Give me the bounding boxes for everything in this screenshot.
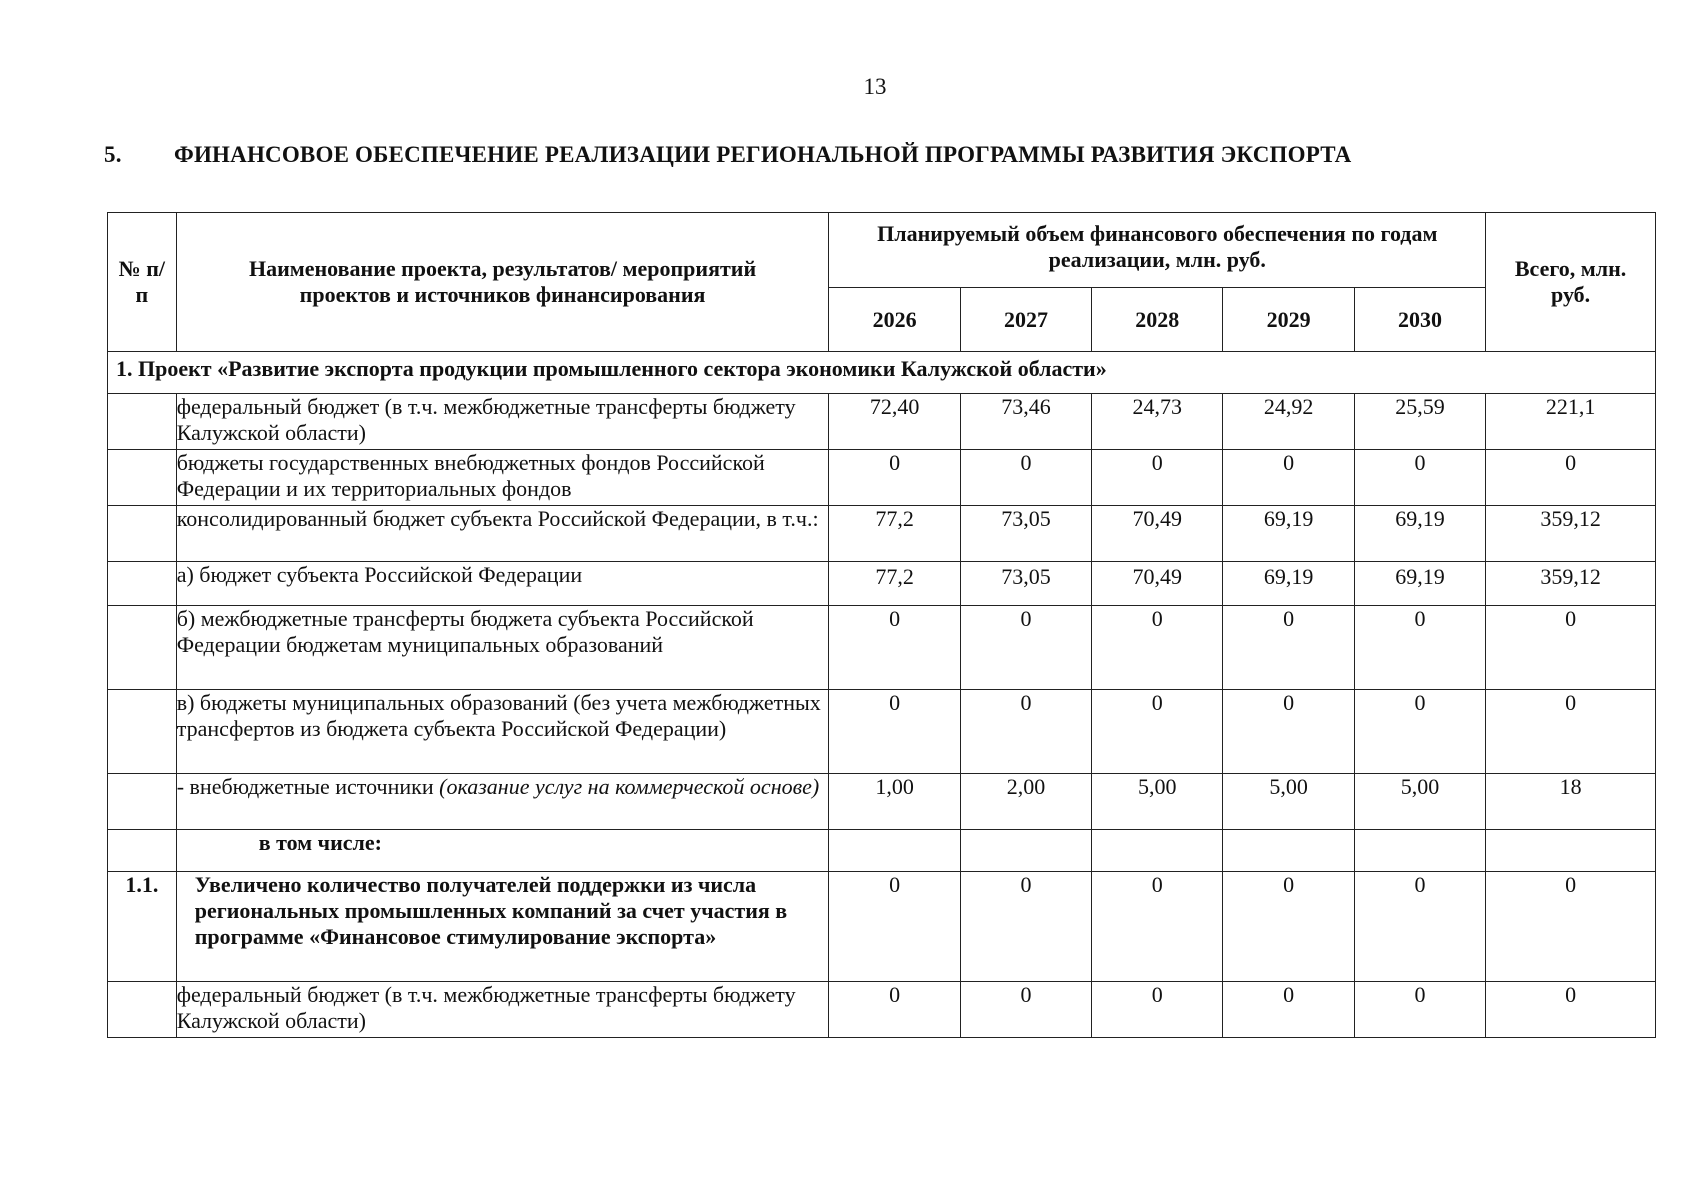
row-value: 73,46: [960, 394, 1091, 450]
row-total: 0: [1486, 450, 1656, 506]
row-value: 0: [960, 872, 1091, 982]
row-num: [108, 690, 177, 774]
row-value: 5,00: [1092, 774, 1223, 830]
header-year: 2027: [960, 288, 1091, 352]
table-row: [108, 690, 1656, 774]
row-total: 0: [1486, 690, 1656, 774]
row-value: 73,05: [960, 506, 1091, 562]
row-name: [176, 774, 829, 830]
row-value: 77,2: [829, 506, 960, 562]
row-value: 0: [1354, 872, 1485, 982]
row-value: 0: [829, 450, 960, 506]
section-number: 5.: [104, 142, 122, 167]
row-total: 359,12: [1486, 506, 1656, 562]
row-value: 5,00: [1223, 774, 1354, 830]
table-row: [108, 562, 1656, 606]
row-num: 1.1.: [108, 872, 177, 982]
financing-table: [107, 212, 1656, 1038]
row-total: 18: [1486, 774, 1656, 830]
header-year: 2030: [1354, 288, 1485, 352]
row-num: [108, 830, 177, 872]
row-value: 0: [1223, 450, 1354, 506]
header-name: Наименование проекта, результатов/ мероприятий проектов и источников финансирования: [176, 213, 829, 352]
row-value: 0: [1092, 690, 1223, 774]
row-value: 0: [829, 606, 960, 690]
row-value: 0: [1354, 982, 1485, 1038]
row-value: 5,00: [1354, 774, 1485, 830]
row-value: 0: [960, 450, 1091, 506]
row-value: 2,00: [960, 774, 1091, 830]
row-value: 72,40: [829, 394, 960, 450]
row-name: федеральный бюджет (в т.ч. межбюджетные трансферты бюджету Калужской области): [176, 394, 829, 450]
row-name: а) бюджет субъекта Российской Федерации: [176, 562, 829, 606]
row-num: [108, 562, 177, 606]
row-value: 0: [1223, 690, 1354, 774]
row-value: 69,19: [1223, 562, 1354, 606]
row-value: 0: [1354, 606, 1485, 690]
page-number: 13: [863, 74, 887, 99]
table-row: [108, 982, 1656, 1038]
row-value: 24,92: [1223, 394, 1354, 450]
row-value: 0: [1092, 606, 1223, 690]
header-planned: Планируемый объем финансового обеспечения по годам реализации, млн. руб.: [829, 213, 1486, 288]
row-value: 0: [1092, 450, 1223, 506]
row-value: [829, 830, 960, 872]
row-value: [1223, 830, 1354, 872]
header-year: 2028: [1092, 288, 1223, 352]
table-row: [108, 830, 1656, 872]
row-value: 70,49: [1092, 506, 1223, 562]
row-value: 0: [1223, 606, 1354, 690]
row-value: 0: [1223, 872, 1354, 982]
table-row: [108, 872, 1656, 982]
row-value: 0: [1223, 982, 1354, 1038]
header-year: 2026: [829, 288, 960, 352]
table-row: [108, 774, 1656, 830]
table-row: [108, 606, 1656, 690]
row-num: [108, 506, 177, 562]
row-name: консолидированный бюджет субъекта Российской Федерации, в т.ч.:: [176, 506, 829, 562]
row-num: [108, 606, 177, 690]
row-name: в) бюджеты муниципальных образований (без учета межбюджетных трансфертов из бюджета субъекта Российской Федерации): [176, 690, 829, 774]
row-value: 24,73: [1092, 394, 1223, 450]
row-name: Увеличено количество получателей поддержки из числа региональных промышленных компаний за счет участия в программе «Финансовое стимулирование экспорта»: [176, 872, 829, 982]
row-num: [108, 982, 177, 1038]
row-total: 221,1: [1486, 394, 1656, 450]
row-value: 0: [829, 982, 960, 1038]
row-value: 77,2: [829, 562, 960, 606]
row-value: 0: [1092, 982, 1223, 1038]
row-value: 69,19: [1354, 562, 1485, 606]
row-num: [108, 774, 177, 830]
header-year: 2029: [1223, 288, 1354, 352]
row-value: 0: [960, 690, 1091, 774]
row-name: б) межбюджетные трансферты бюджета субъекта Российской Федерации бюджетам муниципальных образований: [176, 606, 829, 690]
row-name-text: - внебюджетные источники: [176, 774, 440, 799]
table-row: [108, 506, 1656, 562]
row-total: 0: [1486, 982, 1656, 1038]
section-title-text: ФИНАНСОВОЕ ОБЕСПЕЧЕНИЕ РЕАЛИЗАЦИИ РЕГИОНАЛЬНОЙ ПРОГРАММЫ РАЗВИТИЯ ЭКСПОРТА: [174, 142, 1352, 167]
row-value: 70,49: [1092, 562, 1223, 606]
row-num: [108, 450, 177, 506]
header-num: № п/п: [108, 213, 177, 352]
row-num: [108, 394, 177, 450]
row-value: 0: [960, 982, 1091, 1038]
row-name-note: (оказание услуг на коммерческой основе): [439, 774, 820, 799]
row-value: 0: [829, 872, 960, 982]
row-total: 0: [1486, 606, 1656, 690]
row-value: 69,19: [1354, 506, 1485, 562]
section-title: [104, 142, 1351, 168]
row-value: 0: [960, 606, 1091, 690]
row-name: в том числе:: [176, 830, 829, 872]
row-value: [960, 830, 1091, 872]
row-value: 0: [1092, 872, 1223, 982]
row-total: [1486, 830, 1656, 872]
row-value: 1,00: [829, 774, 960, 830]
row-name: бюджеты государственных внебюджетных фондов Российской Федерации и их территориальных фондов: [176, 450, 829, 506]
table-row: [108, 394, 1656, 450]
row-value: 25,59: [1354, 394, 1485, 450]
row-value: [1354, 830, 1485, 872]
row-value: 0: [829, 690, 960, 774]
table-row: [108, 450, 1656, 506]
row-value: [1092, 830, 1223, 872]
row-name: федеральный бюджет (в т.ч. межбюджетные трансферты бюджету Калужской области): [176, 982, 829, 1038]
row-value: 0: [1354, 690, 1485, 774]
header-total: Всего, млн. руб.: [1486, 213, 1656, 352]
row-value: 69,19: [1223, 506, 1354, 562]
row-value: 0: [1354, 450, 1485, 506]
row-value: 73,05: [960, 562, 1091, 606]
project-title: 1. Проект «Развитие экспорта продукции промышленного сектора экономики Калужской области»: [108, 352, 1656, 394]
row-total: 359,12: [1486, 562, 1656, 606]
row-total: 0: [1486, 872, 1656, 982]
